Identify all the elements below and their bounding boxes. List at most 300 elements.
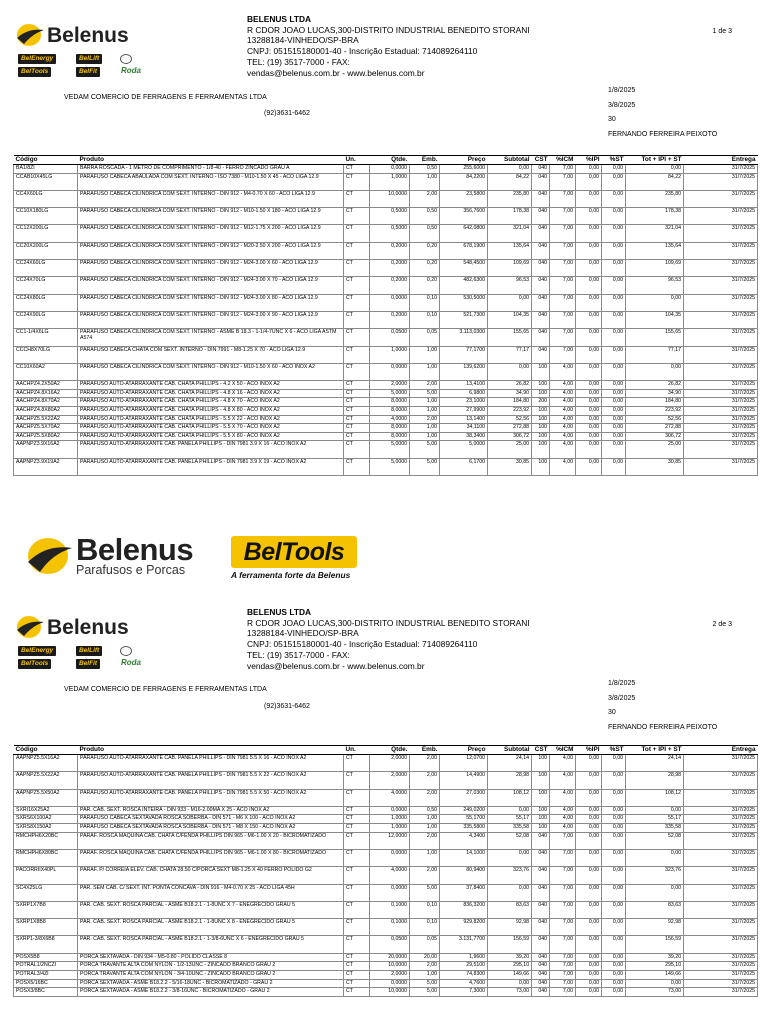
cell-unit: CT — [344, 415, 370, 424]
cell-qty: 0,0000 — [370, 979, 410, 988]
brand-logos — [18, 54, 148, 80]
cell-delivery: 31/7/2025 — [684, 398, 758, 407]
cell-total: 306,72 — [626, 432, 684, 441]
cell-subtotal: 108,12 — [488, 789, 532, 806]
col-header-total: Tot + IPI + ST — [626, 746, 684, 755]
cell-st: 0,00 — [602, 311, 626, 328]
company-tel: TEL: (19) 3517-7000 - FAX: — [247, 649, 350, 660]
belfit-logo: BelFit — [76, 67, 100, 77]
cell-cst: 100 — [532, 789, 550, 806]
cell-cst: 100 — [532, 441, 550, 458]
cell-price: 4,3400 — [440, 832, 488, 849]
cell-icm: 7,00 — [550, 190, 576, 207]
page-number: 2 de 3 — [712, 621, 732, 628]
page-number: 1 de 3 — [712, 28, 732, 35]
cell-product: PARAFUSO AUTO-ATARRAXANTE CAB. CHATA PHILLIPS - 5.5 X 70 - ACO INOX A2 — [78, 424, 344, 433]
cell-cst: 040 — [532, 311, 550, 328]
beltools-logo: BelTools — [18, 67, 51, 77]
cell-st: 0,00 — [602, 936, 626, 953]
cell-cst: 100 — [532, 424, 550, 433]
seller-name: FERNANDO FERREIRA PEIXOTO — [608, 723, 718, 731]
cell-product: PORCA TRAVANTE ALTA COM NYLON - 3/4-10UNC - ZINCADO BRANCO GRAU 2 — [78, 970, 344, 979]
cell-cst: 040 — [532, 346, 550, 363]
cell-delivery: 31/7/2025 — [684, 962, 758, 971]
cell-unit: CT — [344, 329, 370, 346]
belenus-logo — [14, 610, 149, 642]
cell-ipi: 0,00 — [576, 962, 602, 971]
cell-delivery: 31/7/2025 — [684, 789, 758, 806]
cell-code: AACHPZ4.2X50A2 — [14, 381, 78, 390]
cell-icm: 7,00 — [550, 225, 576, 242]
cell-unit: CT — [344, 962, 370, 971]
cell-ipi: 0,00 — [576, 458, 602, 475]
cell-ipi: 0,00 — [576, 832, 602, 849]
cell-unit: CT — [344, 225, 370, 242]
cell-cst: 100 — [532, 824, 550, 833]
cell-st: 0,00 — [602, 979, 626, 988]
table-row — [14, 225, 758, 242]
cell-delivery: 31/7/2025 — [684, 755, 758, 772]
cell-ipi: 0,00 — [576, 849, 602, 866]
cell-total: 108,12 — [626, 789, 684, 806]
cell-price: 356,7600 — [440, 208, 488, 225]
cell-cst: 040 — [532, 294, 550, 311]
cell-code: CC24X80LG — [14, 294, 78, 311]
cell-delivery: 31/7/2025 — [684, 424, 758, 433]
cell-subtotal: 335,58 — [488, 824, 532, 833]
col-header-icm: %ICM — [550, 156, 576, 165]
cell-icm: 7,00 — [550, 936, 576, 953]
cell-ipi: 0,00 — [576, 415, 602, 424]
date-issued: 1/8/2025 — [608, 680, 636, 687]
cell-total: 92,98 — [626, 919, 684, 936]
cell-icm: 4,00 — [550, 789, 576, 806]
cell-pack: 2,00 — [410, 867, 440, 884]
col-header-qty: Qtde. — [370, 156, 410, 165]
cell-cst: 040 — [532, 901, 550, 918]
cell-code: AAPNPZ5.5X22A2 — [14, 772, 78, 789]
cell-price: 1,9600 — [440, 953, 488, 962]
cell-cst: 040 — [532, 173, 550, 190]
cell-qty: 12,0000 — [370, 832, 410, 849]
cell-total: 272,88 — [626, 424, 684, 433]
cell-code: SXRI16X25A2 — [14, 806, 78, 815]
company-web: vendas@belenus.com.br - www.belenus.com.br — [247, 660, 425, 671]
cell-total: 30,85 — [626, 458, 684, 475]
cell-qty: 1,0000 — [370, 815, 410, 824]
cell-code: AAPNPZ3.9X19A2 — [14, 458, 78, 475]
cell-product: PARAFUSO CABECA CILINDRICA COM SEXT. INTERNO - DIN 912 - M24-3.00 X 60 - ACO LIGA 12.9 — [78, 260, 344, 277]
cell-ipi: 0,00 — [576, 815, 602, 824]
col-header-unit: Un. — [344, 746, 370, 755]
cell-unit: CT — [344, 190, 370, 207]
cell-unit: CT — [344, 867, 370, 884]
cell-code: CC24X70LG — [14, 277, 78, 294]
cell-total: 34,90 — [626, 389, 684, 398]
cell-ipi: 0,00 — [576, 260, 602, 277]
cell-subtotal: 30,85 — [488, 458, 532, 475]
cell-st: 0,00 — [602, 398, 626, 407]
cell-qty: 5,0000 — [370, 441, 410, 458]
cell-subtotal: 28,98 — [488, 772, 532, 789]
cell-product: PARAFUSO AUTO-ATARRAXANTE CAB. CHATA PHILLIPS - 4.8 X 80 - ACO INOX A2 — [78, 406, 344, 415]
col-header-pack: Emb. — [410, 746, 440, 755]
cell-delivery: 31/7/2025 — [684, 867, 758, 884]
cell-product: PARAFUSO CABECA CHATA COM SEXT. INTERNO - DIN 7991 - M8-1.25 X 70 - ACO LIGA 12.9 — [78, 346, 344, 363]
cell-product: PARAFUSO AUTO-ATARRAXANTE CAB. CHATA PHILLIPS - 4.8 X 70 - ACO INOX A2 — [78, 398, 344, 407]
cell-product: PORCA TRAVANTE ALTA COM NYLON - 1/2-13UNC - ZINCADO BRANCO GRAU 2 — [78, 962, 344, 971]
cell-cst: 040 — [532, 832, 550, 849]
cell-ipi: 0,00 — [576, 824, 602, 833]
cell-ipi: 0,00 — [576, 970, 602, 979]
cell-ipi: 0,00 — [576, 398, 602, 407]
col-header-price: Preço — [440, 746, 488, 755]
cell-cst: 040 — [532, 867, 550, 884]
cell-st: 0,00 — [602, 190, 626, 207]
cell-ipi: 0,00 — [576, 225, 602, 242]
cell-delivery: 31/7/2025 — [684, 329, 758, 346]
table-row — [14, 441, 758, 458]
cell-delivery: 31/7/2025 — [684, 901, 758, 918]
cell-qty: 8,0000 — [370, 424, 410, 433]
col-header-pack: Emb. — [410, 156, 440, 165]
cell-unit: CT — [344, 824, 370, 833]
cell-st: 0,00 — [602, 389, 626, 398]
cell-cst: 040 — [532, 953, 550, 962]
cell-unit: CT — [344, 208, 370, 225]
cell-product: PAR. CAB. SEXT. ROSCA PARCIAL - ASME B18.2.1 - 1-3/8-6UNC X 6 - ENEGRECIDO GRAU 5 — [78, 936, 344, 953]
col-header-total: Tot + IPI + ST — [626, 156, 684, 165]
cell-delivery: 31/7/2025 — [684, 970, 758, 979]
cell-price: 27,0300 — [440, 789, 488, 806]
cell-total: 52,56 — [626, 415, 684, 424]
order-meta — [608, 677, 717, 735]
cell-cst: 040 — [532, 970, 550, 979]
roda-logo: Roda — [121, 658, 141, 667]
cell-unit: CT — [344, 901, 370, 918]
cell-total: 77,17 — [626, 346, 684, 363]
cell-ipi: 0,00 — [576, 441, 602, 458]
cell-code: SXRS6X100A2 — [14, 815, 78, 824]
cell-delivery: 31/7/2025 — [684, 815, 758, 824]
cell-ipi: 0,00 — [576, 294, 602, 311]
cell-st: 0,00 — [602, 832, 626, 849]
cell-icm: 7,00 — [550, 329, 576, 346]
cell-st: 0,00 — [602, 849, 626, 866]
cell-pack: 2,00 — [410, 962, 440, 971]
table-row — [14, 936, 758, 953]
cell-subtotal: 156,59 — [488, 936, 532, 953]
cell-delivery: 31/7/2025 — [684, 294, 758, 311]
cell-ipi: 0,00 — [576, 432, 602, 441]
cell-pack: 0,20 — [410, 260, 440, 277]
cell-icm: 7,00 — [550, 277, 576, 294]
cell-total: 84,22 — [626, 173, 684, 190]
cell-st: 0,00 — [602, 242, 626, 259]
cell-st: 0,00 — [602, 441, 626, 458]
col-header-delivery: Entrega — [684, 156, 758, 165]
cell-delivery: 31/7/2025 — [684, 988, 758, 997]
cell-total: 155,65 — [626, 329, 684, 346]
client-name: VEDAM COMERCIO DE FERRAGENS E FERRAMENTAS LTDA — [64, 686, 267, 693]
cell-cst: 100 — [532, 363, 550, 380]
cell-product: PARAFUSO CABECA SEXTAVADA ROSCA SOBERBA - DIN 571 - M8 X 150 - ACO INOX A2 — [78, 824, 344, 833]
cell-st: 0,00 — [602, 406, 626, 415]
cell-unit: CT — [344, 165, 370, 174]
cell-qty: 8,0000 — [370, 432, 410, 441]
seller-name: FERNANDO FERREIRA PEIXOTO — [608, 130, 718, 138]
cell-delivery: 31/7/2025 — [684, 346, 758, 363]
col-header-cst: CST — [532, 156, 550, 165]
cell-ipi: 0,00 — [576, 789, 602, 806]
cell-price: 23,5800 — [440, 190, 488, 207]
cell-delivery: 31/7/2025 — [684, 242, 758, 259]
banner-belenus-word: Belenus — [76, 532, 194, 567]
cell-price: 929,8200 — [440, 919, 488, 936]
cell-pack: 0,20 — [410, 277, 440, 294]
cell-price: 14,1000 — [440, 849, 488, 866]
cell-unit: CT — [344, 363, 370, 380]
col-header-qty: Qtde. — [370, 746, 410, 755]
cell-product: PARAFUSO CABECA CILINDRICA COM SEXT. INTERNO - DIN 912 - M20-2.50 X 200 - ACO LIGA 12.9 — [78, 242, 344, 259]
cell-subtotal: 55,17 — [488, 815, 532, 824]
cell-price: 5,0000 — [440, 441, 488, 458]
cell-pack: 2,00 — [410, 381, 440, 390]
cell-icm: 7,00 — [550, 165, 576, 174]
cell-delivery: 31/7/2025 — [684, 936, 758, 953]
cell-total: 321,04 — [626, 225, 684, 242]
cell-cst: 100 — [532, 772, 550, 789]
cell-total: 0,00 — [626, 979, 684, 988]
cell-icm: 4,00 — [550, 458, 576, 475]
col-header-st: %ST — [602, 156, 626, 165]
cell-icm: 4,00 — [550, 398, 576, 407]
cell-qty: 5,0000 — [370, 389, 410, 398]
cell-total: 0,00 — [626, 849, 684, 866]
cell-delivery: 31/7/2025 — [684, 190, 758, 207]
table-row — [14, 824, 758, 833]
belenus-logo — [14, 18, 149, 50]
cell-code: CCCH8X70LG — [14, 346, 78, 363]
cell-unit: CT — [344, 346, 370, 363]
cell-price: 77,1700 — [440, 346, 488, 363]
cell-st: 0,00 — [602, 225, 626, 242]
cell-qty: 5,0000 — [370, 458, 410, 475]
cell-pack: 0,50 — [410, 806, 440, 815]
cell-subtotal: 83,63 — [488, 901, 532, 918]
cell-code: POSX5/16BC — [14, 979, 78, 988]
cell-price: 6,9800 — [440, 389, 488, 398]
cell-code: SXRS8X150A2 — [14, 824, 78, 833]
cell-pack: 1,00 — [410, 424, 440, 433]
company-tel: TEL: (19) 3517-7000 - FAX: — [247, 56, 350, 67]
cell-subtotal: 109,69 — [488, 260, 532, 277]
cell-icm: 7,00 — [550, 242, 576, 259]
cell-icm: 7,00 — [550, 260, 576, 277]
belenergy-logo: BelEnergy — [18, 646, 56, 656]
cell-st: 0,00 — [602, 806, 626, 815]
cell-ipi: 0,00 — [576, 936, 602, 953]
cell-pack: 0,05 — [410, 936, 440, 953]
cell-icm: 7,00 — [550, 849, 576, 866]
cell-cst: 040 — [532, 190, 550, 207]
banner-beltools-logo: BelTools — [231, 536, 357, 568]
cell-cst: 100 — [532, 755, 550, 772]
cell-total: 149,66 — [626, 970, 684, 979]
cell-subtotal: 149,66 — [488, 970, 532, 979]
cell-subtotal: 0,00 — [488, 165, 532, 174]
cell-code: CC24X60LG — [14, 260, 78, 277]
cell-code: BA1/8ZI — [14, 165, 78, 174]
cell-price: 4,7600 — [440, 979, 488, 988]
cell-st: 0,00 — [602, 424, 626, 433]
table-row — [14, 772, 758, 789]
cell-code: POSX5B8 — [14, 953, 78, 962]
table-row — [14, 970, 758, 979]
cell-code: RMCHPH6X80BC — [14, 849, 78, 866]
cell-subtotal: 73,00 — [488, 988, 532, 997]
cell-subtotal: 235,80 — [488, 190, 532, 207]
cell-ipi: 0,00 — [576, 979, 602, 988]
company-cep: 13288184-VINHEDO/SP-BRA — [247, 628, 359, 639]
table-row — [14, 190, 758, 207]
cell-qty: 4,0000 — [370, 867, 410, 884]
table-row — [14, 849, 758, 866]
cell-st: 0,00 — [602, 173, 626, 190]
cell-icm: 7,00 — [550, 962, 576, 971]
cell-subtotal: 223,92 — [488, 406, 532, 415]
cell-price: 6,1700 — [440, 458, 488, 475]
company-info — [247, 607, 530, 671]
bellift-logo: BelLift — [76, 646, 102, 656]
cell-st: 0,00 — [602, 988, 626, 997]
cell-subtotal: 26,82 — [488, 381, 532, 390]
cell-total: 26,82 — [626, 381, 684, 390]
cell-total: 24,14 — [626, 755, 684, 772]
cell-cst: 040 — [532, 329, 550, 346]
cell-unit: CT — [344, 919, 370, 936]
cell-code: AAPNPZ5.5X50A2 — [14, 789, 78, 806]
cell-cst: 040 — [532, 849, 550, 866]
cell-unit: CT — [344, 936, 370, 953]
cell-delivery: 31/7/2025 — [684, 441, 758, 458]
cell-unit: CT — [344, 458, 370, 475]
cell-qty: 2,0000 — [370, 970, 410, 979]
cell-product: PARAFUSO AUTO-ATARRAXANTE CAB. PANELA PHILLIPS - DIN 7981 3.9 X 16 - ACO INOX A2 — [78, 441, 344, 458]
cell-icm: 7,00 — [550, 867, 576, 884]
date-valid: 3/8/2025 — [608, 694, 636, 702]
cell-delivery: 31/7/2025 — [684, 363, 758, 380]
bellift-logo: BelLift — [76, 54, 102, 64]
table-row — [14, 294, 758, 311]
cell-unit: CT — [344, 884, 370, 901]
cell-icm: 7,00 — [550, 208, 576, 225]
cell-unit: CT — [344, 806, 370, 815]
cell-price: 80,9400 — [440, 867, 488, 884]
table-row — [14, 832, 758, 849]
cell-price: 55,1700 — [440, 815, 488, 824]
cell-code: SXRP1-3/8X6B8 — [14, 936, 78, 953]
cell-pack: 0,10 — [410, 919, 440, 936]
cell-pack: 5,00 — [410, 389, 440, 398]
table-row — [14, 329, 758, 346]
cell-ipi: 0,00 — [576, 867, 602, 884]
cell-delivery: 31/7/2025 — [684, 277, 758, 294]
cell-qty: 1,0000 — [370, 824, 410, 833]
cell-ipi: 0,00 — [576, 806, 602, 815]
cell-ipi: 0,00 — [576, 242, 602, 259]
cell-price: 7,3000 — [440, 988, 488, 997]
table-row — [14, 242, 758, 259]
client-name: VEDAM COMERCIO DE FERRAGENS E FERRAMENTAS LTDA — [64, 94, 267, 101]
banner-tagline: A ferramenta forte da Belenus — [231, 570, 351, 580]
order-meta — [608, 84, 717, 142]
cell-code: AACHPZ4.8X70A2 — [14, 398, 78, 407]
company-cep: 13288184-VINHEDO/SP-BRA — [247, 35, 359, 46]
cell-subtotal: 135,64 — [488, 242, 532, 259]
cell-code: AACHPZ5.5X70A2 — [14, 424, 78, 433]
cell-subtotal: 0,00 — [488, 979, 532, 988]
cell-st: 0,00 — [602, 277, 626, 294]
cell-qty: 20,0000 — [370, 953, 410, 962]
cell-st: 0,00 — [602, 772, 626, 789]
cell-icm: 4,00 — [550, 441, 576, 458]
cell-icm: 7,00 — [550, 832, 576, 849]
cell-cst: 040 — [532, 208, 550, 225]
cell-price: 13,1400 — [440, 415, 488, 424]
table-row — [14, 867, 758, 884]
table-row — [14, 406, 758, 415]
cell-subtotal: 295,10 — [488, 962, 532, 971]
cell-icm: 4,00 — [550, 363, 576, 380]
beltools-logo: BelTools — [18, 659, 51, 669]
col-header-ipi: %IPI — [576, 746, 602, 755]
cell-st: 0,00 — [602, 919, 626, 936]
cell-product: PARAFUSO AUTO-ATARRAXANTE CAB. PANELA PHILLIPS - DIN 7981 5.5 X 16 - ACO INOX A2 — [78, 755, 344, 772]
cell-qty: 2,0000 — [370, 772, 410, 789]
cell-ipi: 0,00 — [576, 190, 602, 207]
cell-code: CCAB10X45LG — [14, 173, 78, 190]
cell-ipi: 0,00 — [576, 363, 602, 380]
cell-price: 482,6300 — [440, 277, 488, 294]
cell-pack: 2,00 — [410, 772, 440, 789]
table-row — [14, 277, 758, 294]
cell-subtotal: 84,22 — [488, 173, 532, 190]
roda-logo: Roda — [121, 66, 141, 75]
cell-pack: 5,00 — [410, 441, 440, 458]
col-header-subtotal: Subtotal — [488, 156, 532, 165]
col-header-product: Produto — [78, 746, 344, 755]
table-row — [14, 806, 758, 815]
company-name: BELENUS LTDA — [247, 14, 312, 24]
cell-pack: 0,10 — [410, 294, 440, 311]
cell-product: PORCA SEXTAVADA - ASME B18.2.2 - 5/16-18UNC - BICROMATIZADO - GRAU 2 — [78, 979, 344, 988]
cell-cst: 100 — [532, 815, 550, 824]
cell-delivery: 31/7/2025 — [684, 381, 758, 390]
cell-st: 0,00 — [602, 970, 626, 979]
cell-subtotal: 92,98 — [488, 919, 532, 936]
cell-product: PARAFUSO AUTO-ATARRAXANTE CAB. PANELA PHILLIPS - DIN 7981 5.5 X 50 - ACO INOX A2 — [78, 789, 344, 806]
cell-pack: 0,50 — [410, 208, 440, 225]
table-row — [14, 884, 758, 901]
cell-price: 23,1000 — [440, 398, 488, 407]
cell-icm: 7,00 — [550, 979, 576, 988]
cell-price: 139,6200 — [440, 363, 488, 380]
roda-wheel-icon — [120, 54, 132, 64]
cell-pack: 2,00 — [410, 789, 440, 806]
cell-st: 0,00 — [602, 346, 626, 363]
cell-pack: 1,00 — [410, 398, 440, 407]
